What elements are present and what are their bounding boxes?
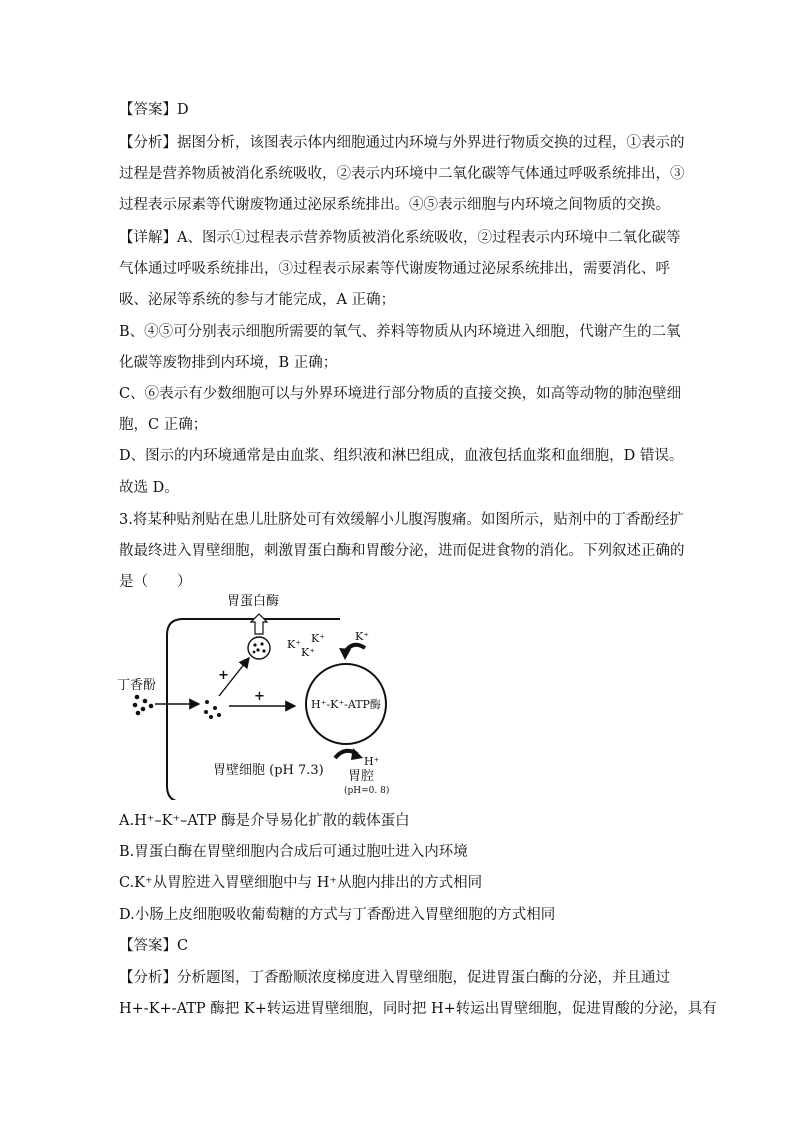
detail-line: C、⑥表示有少数细胞可以与外界环境进行部分物质的直接交换，如高等动物的肺泡壁细 xyxy=(119,386,682,402)
plus-sign: + xyxy=(218,668,229,683)
h-ion-label: H⁺ xyxy=(364,755,380,768)
option-a: A.H⁺–K⁺–ATP 酶是介导易化扩散的载体蛋白 xyxy=(119,813,410,829)
detail-line: 吸、泌尿等系统的参与才能完成，A 正确； xyxy=(119,292,396,308)
cell-label: 胃壁细胞 (pH 7.3) xyxy=(213,763,324,778)
clove-label: 丁香酚 xyxy=(117,678,157,693)
k-ion-label: K⁺ xyxy=(301,646,316,659)
pump-label: H⁺-K⁺-ATP酶 xyxy=(311,698,381,711)
cavity-label: 胃腔 xyxy=(348,769,375,784)
k-ion-label: K⁺ xyxy=(311,632,326,645)
option-b: B.胃蛋白酶在胃壁细胞内合成后可通过胞吐进入内环境 xyxy=(119,844,468,860)
analysis-line: 过程是营养物质被消化系统吸收，②表示内环境中二氧化碳等气体通过呼吸系统排出，③ xyxy=(119,166,685,182)
option-d: D.小肠上皮细胞吸收葡萄糖的方式与丁香酚进入胃壁细胞的方式相同 xyxy=(119,907,556,923)
analysis-line: H+-K+-ATP 酶把 K+转运进胃壁细胞，同时把 H+转运出胃壁细胞，促进胃酸的分泌，具有 xyxy=(119,1001,717,1017)
answer-line: 【答案】C xyxy=(119,938,189,954)
analysis-line: 【分析】分析题图，丁香酚顺浓度梯度进入胃壁细胞，促进胃蛋白酶的分泌，并且通过 xyxy=(119,970,670,986)
detail-line: 胞，C 正确； xyxy=(119,417,208,433)
detail-line: B、④⑤可分别表示细胞所需要的氧气、养料等物质从内环境进入细胞，代谢产生的二氧 xyxy=(119,324,681,340)
k-ion-label: K⁺ xyxy=(287,638,302,651)
gastric-cell-figure xyxy=(115,588,405,800)
analysis-line: 过程表示尿素等代谢废物通过泌尿系统排出。④⑤表示细胞与内环境之间物质的交换。 xyxy=(119,197,670,213)
k-ion-label: K⁺ xyxy=(355,630,370,643)
question-stem-line: 是（ ） xyxy=(119,574,192,590)
plus-sign: + xyxy=(254,689,265,704)
exocytosis-arrow-icon xyxy=(251,614,267,634)
option-c: C.K⁺从胃腔进入胃壁细胞中与 H⁺从胞内排出的方式相同 xyxy=(119,875,483,891)
answer-line: 【答案】D xyxy=(119,102,189,118)
cavity-ph-label: (pH=0. 8) xyxy=(344,786,390,796)
detail-line: 化碳等废物排到内环境，B 正确； xyxy=(119,355,338,371)
analysis-line: 【分析】据图分析，该图表示体内细胞通过内环境与外界进行物质交换的过程，①表示的 xyxy=(119,135,685,151)
question-stem-line: 散最终进入胃壁细胞，刺激胃蛋白酶和胃酸分泌，进而促进食物的消化。下列叙述正确的 xyxy=(119,543,685,559)
secretory-vesicle xyxy=(248,637,270,659)
detail-line: D、图示的内环境通常是由血浆、组织液和淋巴组成，血液包括血浆和血细胞，D 错误。 xyxy=(119,448,684,464)
question-stem-line: 3.将某种贴剂贴在患儿肚脐处可有效缓解小儿腹泻腹痛。如图所示，贴剂中的丁香酚经扩 xyxy=(119,512,684,528)
detail-line: 【详解】A、图示①过程表示营养物质被消化系统吸收，②过程表示内环境中二氧化碳等 xyxy=(119,230,681,246)
detail-line: 气体通过呼吸系统排出，③过程表示尿素等代谢废物通过泌尿系统排出，需要消化、呼 xyxy=(119,261,670,277)
pepsin-label: 胃蛋白酶 xyxy=(227,594,280,609)
detail-line: 故选 D。 xyxy=(119,480,179,496)
